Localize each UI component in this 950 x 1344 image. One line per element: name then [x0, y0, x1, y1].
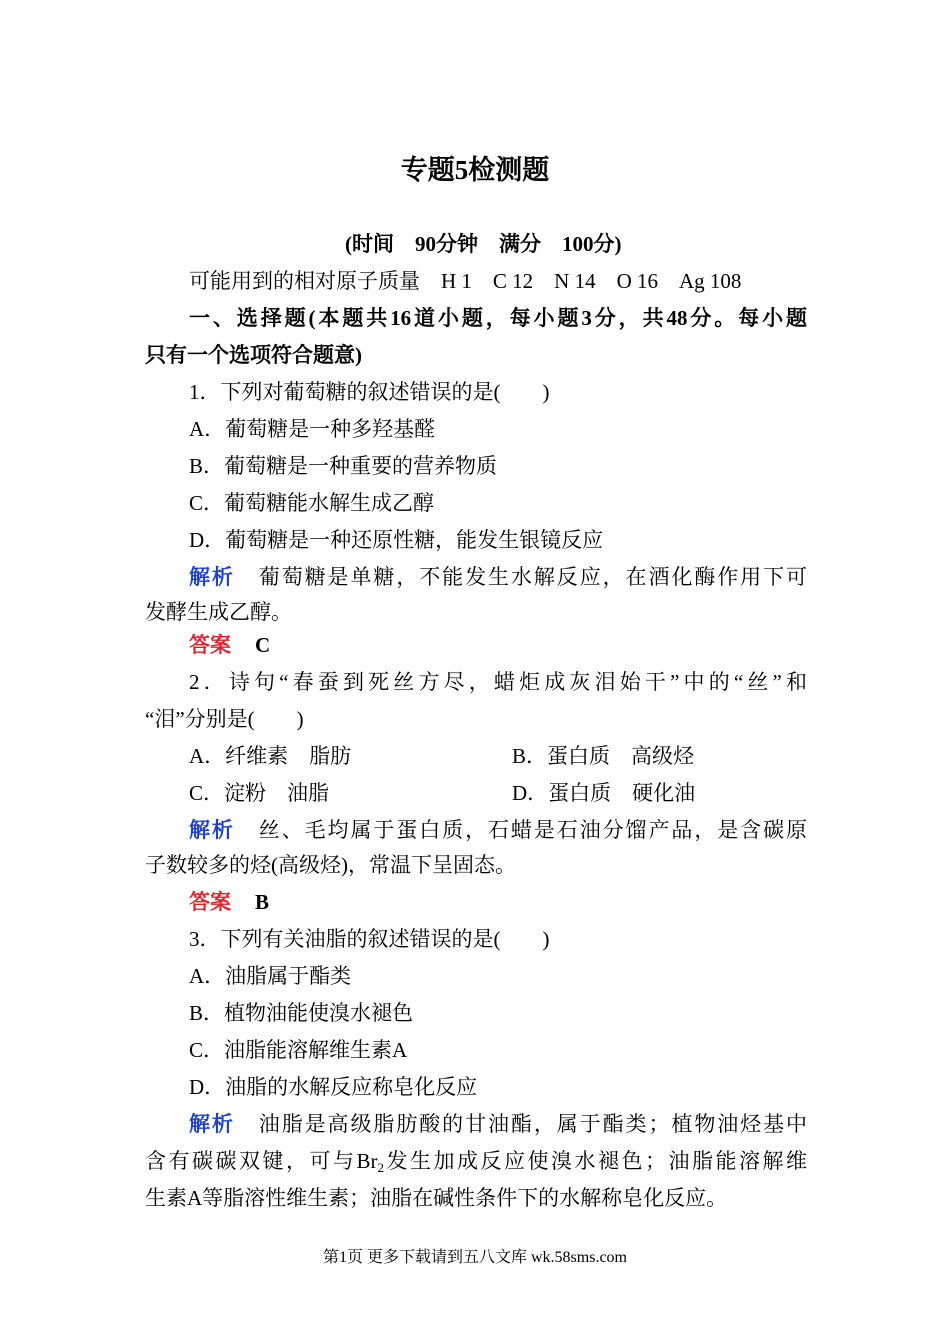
- question-3-option-d: D．油脂的水解反应称皂化反应: [189, 1075, 478, 1099]
- question-1-analysis: [189, 563, 807, 591]
- question-2-stem: 2．诗句“春蚕到死丝方尽，蜡炬成灰泪始干”中的“丝”和: [189, 670, 807, 694]
- analysis-label: 解析: [189, 818, 235, 842]
- subscript: 2: [377, 1160, 384, 1175]
- atomic-masses: 可能用到的相对原子质量 H 1 C 12 N 14 O 16 Ag 108: [189, 269, 742, 293]
- question-3-analysis: [189, 1110, 807, 1138]
- answer-value: C: [255, 633, 271, 657]
- question-1-option-c: C．葡萄糖能水解生成乙醇: [189, 491, 435, 515]
- question-3-stem: 3．下列有关油脂的叙述错误的是( ): [189, 927, 550, 951]
- question-2-option-b: B．蛋白质 高级烃: [512, 744, 695, 768]
- question-3-analysis-cont: [145, 1147, 807, 1182]
- analysis-text: 油脂是高级脂肪酸的甘油酯，属于酯类；植物油烃基中: [256, 1112, 808, 1136]
- question-3-option-a: A．油脂属于酯类: [189, 964, 352, 988]
- section-heading: 一、选择题(本题共16道小题，每小题3分，共48分。每小题: [189, 306, 807, 330]
- answer-label: 答案: [189, 633, 231, 657]
- question-1-option-b: B．葡萄糖是一种重要的营养物质: [189, 454, 498, 478]
- question-2-option-d: D．蛋白质 硬化油: [512, 781, 696, 805]
- analysis-text: 含有碳碳双键，可与Br: [145, 1149, 378, 1173]
- time-score-info: (时间 90分钟 满分 100分): [345, 232, 622, 256]
- answer-value: B: [255, 890, 270, 914]
- analysis-label: 解析: [189, 565, 235, 589]
- question-2-analysis-cont: 子数较多的烃(高级烃)，常温下呈固态。: [145, 853, 516, 877]
- answer-label: 答案: [189, 890, 231, 914]
- question-2-option-a: A．纤维素 脂肪: [189, 744, 352, 768]
- analysis-text: 丝、毛均属于蛋白质，石蜡是石油分馏产品，是含碳原: [256, 818, 808, 842]
- analysis-label: 解析: [189, 1112, 235, 1136]
- question-1-answer: [189, 631, 270, 659]
- section-heading-cont: 只有一个选项符合题意): [145, 343, 362, 367]
- question-3-option-c: C．油脂能溶解维生素A: [189, 1038, 408, 1062]
- page-footer: 第1页 更多下载请到五八文库 wk.58sms.com: [322, 1249, 627, 1266]
- question-3-option-b: B．植物油能使溴水褪色: [189, 1001, 414, 1025]
- page-title: 专题5检测题: [400, 155, 550, 185]
- analysis-text: 葡萄糖是单糖，不能发生水解反应，在酒化酶作用下可: [256, 565, 808, 589]
- question-1-analysis-cont: 发酵生成乙醇。: [145, 600, 292, 624]
- question-2-option-c: C．淀粉 油脂: [189, 781, 330, 805]
- question-2-analysis: [189, 816, 807, 844]
- question-3-analysis-end: 生素A等脂溶性维生素；油脂在碱性条件下的水解称皂化反应。: [145, 1186, 728, 1210]
- question-2-stem-cont: “泪”分别是( ): [145, 707, 304, 731]
- question-1-stem: 1．下列对葡萄糖的叙述错误的是( ): [189, 380, 550, 404]
- analysis-text: 发生加成反应使溴水褪色；油脂能溶解维: [384, 1149, 807, 1173]
- question-1-option-a: A．葡萄糖是一种多羟基醛: [189, 417, 436, 441]
- question-1-option-d: D．葡萄糖是一种还原性糖，能发生银镜反应: [189, 528, 604, 552]
- question-2-answer: [189, 888, 269, 916]
